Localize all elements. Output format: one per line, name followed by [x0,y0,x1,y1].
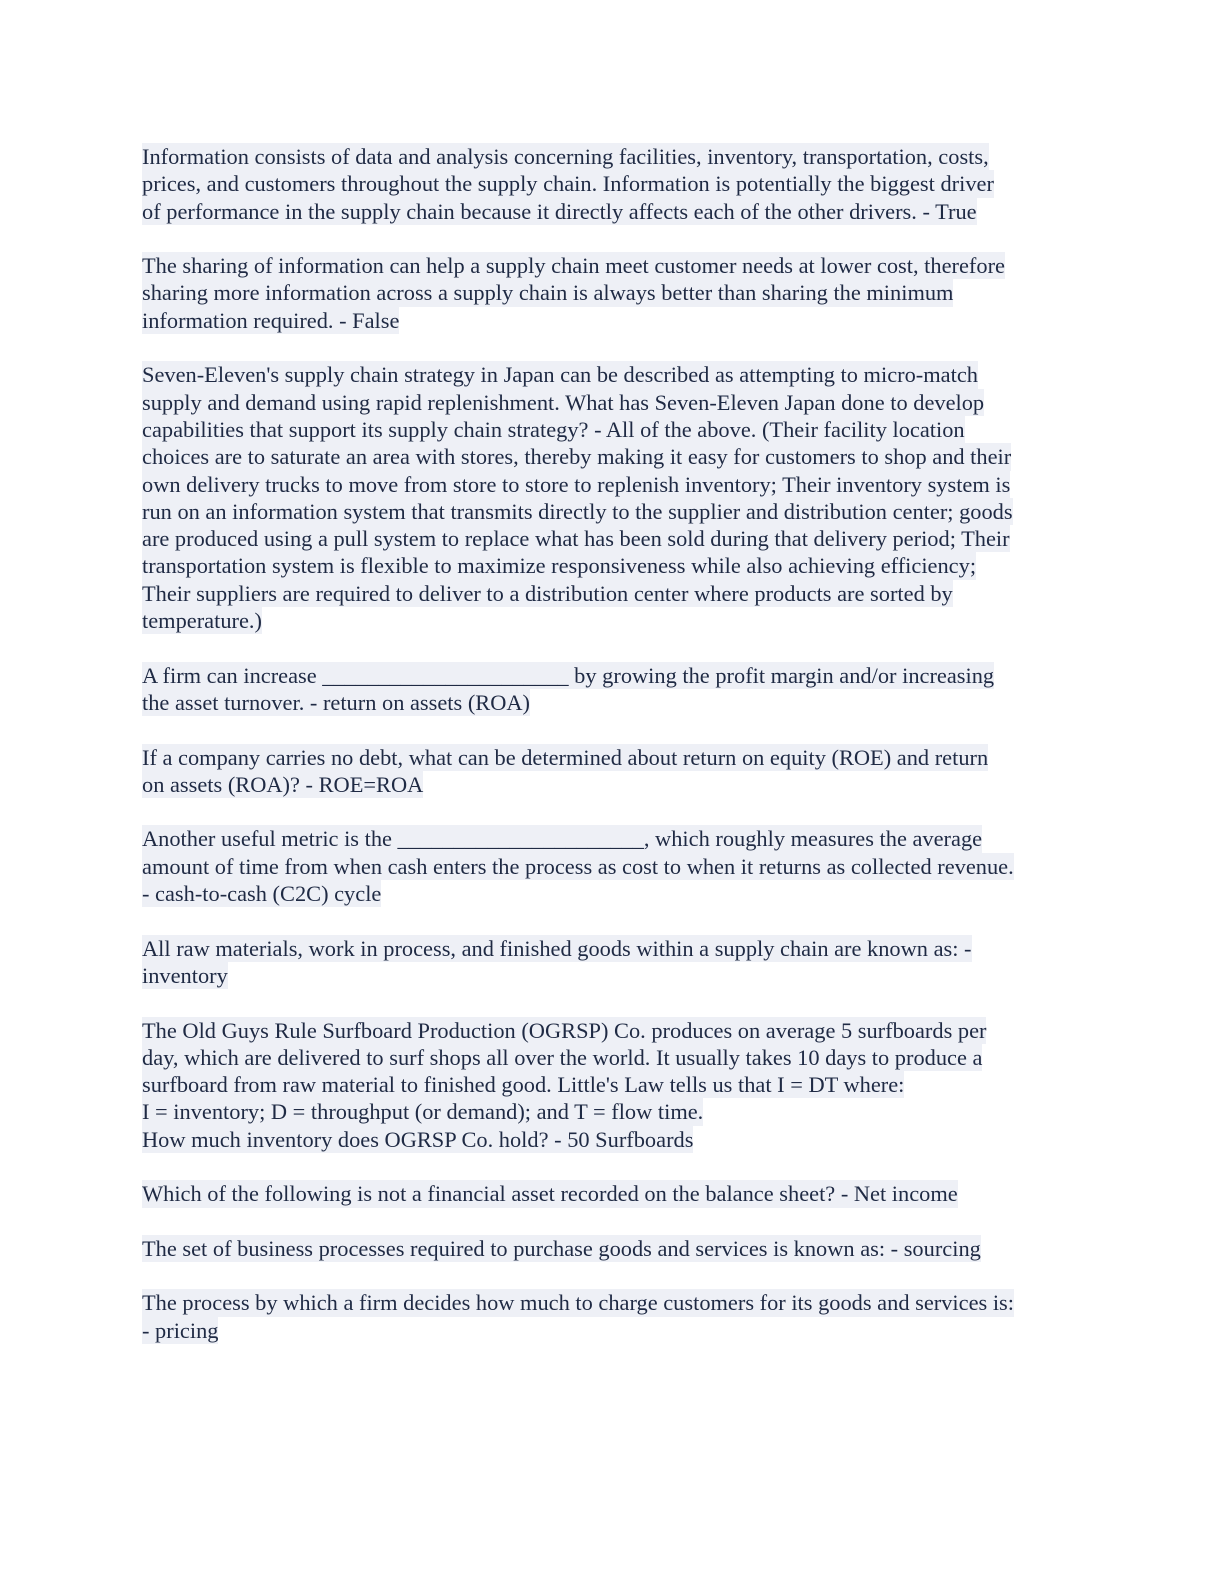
text-line: of performance in the supply chain because it directly affects each of the other drivers. - True [142,198,977,224]
qa-item [142,744,1092,799]
text-line: information required. - False [142,307,400,333]
qa-item [142,1289,1092,1344]
qa-item [142,1235,1092,1262]
qa-item [142,935,1092,990]
text-line: prices, and customers throughout the supply chain. Information is potentially the biggest driver [142,171,994,197]
text-line: - cash-to-cash (C2C) cycle [142,881,382,907]
text-line: choices are to saturate an area with stores, thereby making it easy for customers to shop and their [142,444,1012,470]
text-line: supply and demand using rapid replenishment. What has Seven-Eleven Japan done to develop [142,389,985,415]
text-line: If a company carries no debt, what can be determined about return on equity (ROE) and return [142,744,989,770]
text-line: I = inventory; D = throughput (or demand); and T = flow time. [142,1099,704,1125]
text-line: Seven-Eleven's supply chain strategy in Japan can be described as attempting to micro-match [142,362,978,388]
text-line: Another useful metric is the ______________________, which roughly measures the average [142,826,983,852]
text-line: The Old Guys Rule Surfboard Production (OGRSP) Co. produces on average 5 surfboards per [142,1017,987,1043]
text-line: The sharing of information can help a supply chain meet customer needs at lower cost, therefore [142,253,1005,279]
text-line: run on an information system that transmits directly to the supplier and distribution center; goods [142,498,1013,524]
text-line: - pricing [142,1317,219,1343]
text-line: surfboard from raw material to finished good. Little's Law tells us that I = DT where: [142,1072,905,1098]
qa-item [142,143,1092,225]
text-line: inventory [142,962,228,988]
text-line: How much inventory does OGRSP Co. hold? - 50 Surfboards [142,1126,694,1152]
document-body [142,143,1092,1371]
text-line: sharing more information across a supply chain is always better than sharing the minimum [142,280,954,306]
text-line: temperature.) [142,608,262,634]
text-line: The set of business processes required to purchase goods and services is known as: - sourcing [142,1235,981,1261]
text-line: Which of the following is not a financial asset recorded on the balance sheet? - Net income [142,1181,958,1207]
text-line: capabilities that support its supply chain strategy? - All of the above. (Their facility location [142,416,965,442]
text-line: on assets (ROA)? - ROE=ROA [142,771,424,797]
text-line: the asset turnover. - return on assets (ROA) [142,689,531,715]
text-line: amount of time from when cash enters the process as cost to when it returns as collected revenue. [142,853,1014,879]
text-line: Their suppliers are required to deliver to a distribution center where products are sorted by [142,580,953,606]
text-line: transportation system is flexible to maximize responsiveness while also achieving efficiency; [142,553,977,579]
text-line: day, which are delivered to surf shops all over the world. It usually takes 10 days to produce a [142,1044,983,1070]
text-line: own delivery trucks to move from store to store to replenish inventory; Their inventory system is [142,471,1011,497]
text-line: A firm can increase ______________________ by growing the profit margin and/or increasing [142,662,995,688]
qa-item [142,1017,1092,1153]
qa-item [142,1180,1092,1207]
text-line: All raw materials, work in process, and finished goods within a supply chain are known as: - [142,935,972,961]
text-line: Information consists of data and analysis concerning facilities, inventory, transportation, costs, [142,144,989,169]
text-line: are produced using a pull system to replace what has been sold during that delivery period; Their [142,526,1010,552]
qa-item [142,252,1092,334]
qa-item [142,825,1092,907]
qa-item [142,662,1092,717]
qa-item [142,361,1092,634]
text-line: The process by which a firm decides how much to charge customers for its goods and services is: [142,1290,1014,1316]
